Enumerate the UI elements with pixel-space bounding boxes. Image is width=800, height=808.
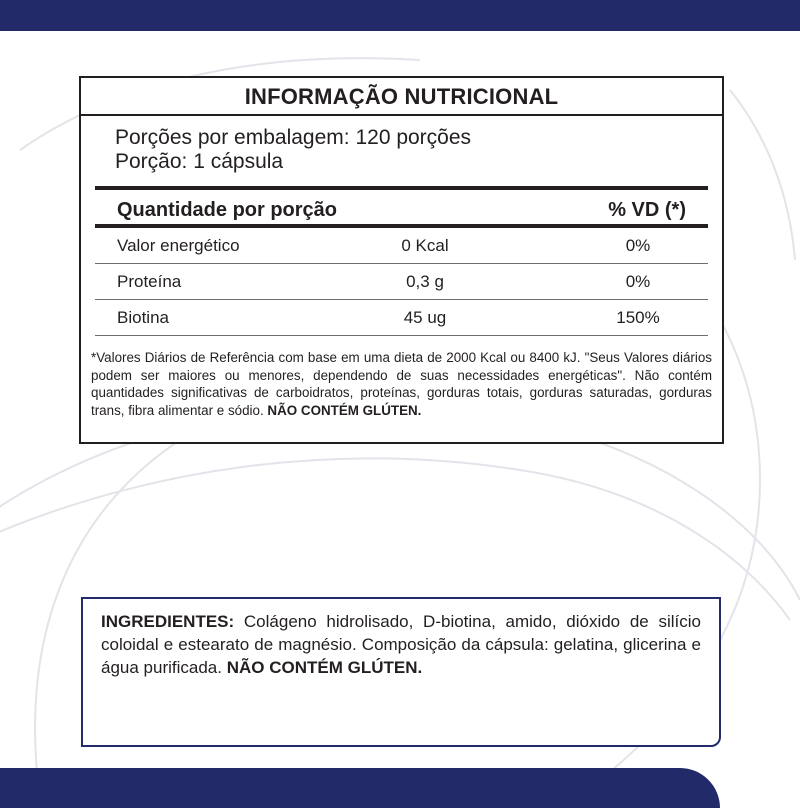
nutrition-facts-table (79, 76, 724, 444)
footnote-gluten-notice: NÃO CONTÉM GLÚTEN. (267, 402, 422, 418)
table-row (95, 300, 708, 336)
nutrition-footnote (91, 349, 712, 419)
ingredients-text (101, 610, 701, 679)
table-row (95, 264, 708, 300)
nutrient-name: Valor energético (117, 236, 240, 255)
nutrition-table-header (95, 186, 708, 228)
ingredients-box (81, 597, 721, 747)
table-row (95, 228, 708, 264)
nutrient-amount: 0 Kcal (401, 236, 449, 255)
nutrition-table-title: INFORMAÇÃO NUTRICIONAL (81, 78, 722, 116)
header-daily-value: % VD (*) (608, 199, 686, 221)
nutrient-amount: 0,3 g (406, 272, 444, 291)
servings-info (81, 116, 722, 174)
servings-per-package: Porções por embalagem: 120 porções (115, 126, 472, 149)
footnote-text: *Valores Diários de Referência com base em uma dieta de 2000 Kcal ou 8400 kJ. "Seus Valores diários podem ser maiores ou menores, dependendo de suas necessidades energéticas". Não contém quantidades significativas de carboidratos, proteínas, gorduras totais, gorduras saturadas, gorduras trans, fibra alimentar e sódio. (91, 350, 712, 418)
nutrient-name: Proteína (117, 272, 182, 291)
ingredients-label: INGREDIENTES: (101, 612, 235, 631)
nutrient-amount: 45 ug (403, 308, 447, 327)
header-quantity: Quantidade por porção (117, 199, 338, 221)
bottom-brand-band (0, 768, 720, 808)
ingredients-list: Colágeno hidrolisado, D-biotina, amido, dióxido de silício coloidal e estearato de magnésio. Composição da cápsula: gelatina, glicerina e água purificada. (101, 612, 701, 677)
serving-size: Porção: 1 cápsula (115, 150, 284, 173)
nutrient-name: Biotina (117, 308, 169, 327)
nutrient-daily-value: 0% (625, 272, 651, 291)
ingredients-gluten-notice: NÃO CONTÉM GLÚTEN. (226, 658, 423, 677)
nutrient-daily-value: 150% (616, 308, 660, 327)
nutrient-daily-value: 0% (625, 236, 651, 255)
